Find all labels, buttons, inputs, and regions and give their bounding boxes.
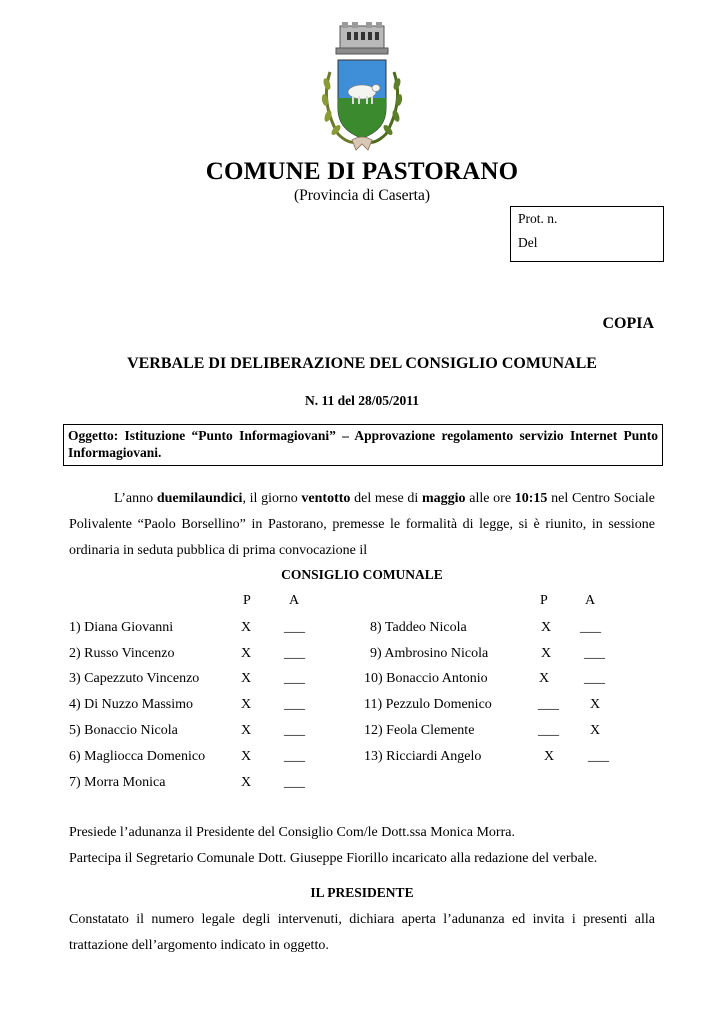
protocol-box bbox=[510, 206, 664, 262]
secretary-statement: Partecipa il Segretario Comunale Dott. Giuseppe Fiorillo incaricato alla redazione del verbale. bbox=[69, 851, 598, 866]
member-absent: X bbox=[590, 697, 601, 712]
intro-paragraph: L’anno duemilaundici, il giorno ventotto del mese di maggio alle ore 10:15 nel Centro Sociale Polivalente “Paolo Borsellino” in Pastorano, premesse le formalità di legge, si è riunito, in sessione ordinaria in seduta pubblica di prima convocazione il bbox=[69, 491, 655, 558]
member-name: 11) Pezzulo Domenico bbox=[364, 697, 492, 712]
member-name: 12) Feola Clemente bbox=[364, 723, 475, 738]
member-absent: ___ bbox=[584, 646, 605, 661]
member-present: ___ bbox=[538, 697, 559, 712]
absent-column-header: A bbox=[585, 593, 596, 608]
member-name: 6) Magliocca Domenico bbox=[69, 749, 206, 764]
member-present: X bbox=[541, 646, 552, 661]
member-absent: ___ bbox=[588, 749, 609, 764]
member-present: X bbox=[544, 749, 555, 764]
member-name: 10) Bonaccio Antonio bbox=[364, 671, 488, 686]
member-name: 13) Ricciardi Angelo bbox=[364, 749, 482, 764]
member-present: X bbox=[241, 775, 252, 790]
month-text: maggio bbox=[422, 491, 466, 506]
member-present: X bbox=[241, 723, 252, 738]
member-absent: ___ bbox=[284, 775, 305, 790]
deliberation-number: N. 11 del 28/05/2011 bbox=[304, 393, 419, 408]
member-name: 8) Taddeo Nicola bbox=[370, 620, 467, 635]
copy-label: COPIA bbox=[602, 315, 654, 332]
council-heading: CONSIGLIO COMUNALE bbox=[281, 567, 443, 582]
municipal-coat-of-arms-icon bbox=[318, 22, 406, 156]
time-text: 10:15 bbox=[514, 491, 548, 506]
member-name: 5) Bonaccio Nicola bbox=[69, 723, 178, 738]
president-heading: IL PRESIDENTE bbox=[310, 885, 414, 900]
member-present: ___ bbox=[538, 723, 559, 738]
protocol-date-label: Del bbox=[518, 235, 538, 250]
present-column-header: P bbox=[540, 593, 548, 608]
present-column-header: P bbox=[243, 593, 251, 608]
protocol-number-label: Prot. n. bbox=[518, 211, 558, 226]
member-absent: ___ bbox=[284, 697, 305, 712]
member-name: 2) Russo Vincenzo bbox=[69, 646, 175, 661]
document-title: VERBALE DI DELIBERAZIONE DEL CONSIGLIO COMUNALE bbox=[127, 355, 597, 372]
member-absent: ___ bbox=[284, 646, 305, 661]
absent-column-header: A bbox=[289, 593, 300, 608]
member-name: 3) Capezzuto Vincenzo bbox=[69, 671, 200, 686]
member-absent: ___ bbox=[284, 749, 305, 764]
member-name: 4) Di Nuzzo Massimo bbox=[69, 697, 194, 712]
member-absent: ___ bbox=[284, 620, 305, 635]
member-absent: ___ bbox=[284, 671, 305, 686]
member-absent: ___ bbox=[584, 671, 605, 686]
subject-box: Oggetto: Istituzione “Punto Informagiovani” – Approvazione regolamento servizio Internet Punto Informagiovani. bbox=[63, 424, 663, 466]
member-absent: ___ bbox=[284, 723, 305, 738]
member-absent: X bbox=[590, 723, 601, 738]
member-present: X bbox=[541, 620, 552, 635]
member-absent: ___ bbox=[580, 620, 601, 635]
member-present: X bbox=[539, 671, 550, 686]
province-subtitle: (Provincia di Caserta) bbox=[293, 187, 430, 204]
day-text: ventotto bbox=[301, 491, 351, 506]
member-name: 1) Diana Giovanni bbox=[69, 620, 174, 635]
municipality-title: COMUNE DI PASTORANO bbox=[205, 158, 519, 185]
closing-paragraph: Constatato il numero legale degli intervenuti, dichiara aperta l’adunanza ed invita i presenti alla trattazione dell’argomento indicato in oggetto. bbox=[69, 912, 655, 953]
member-name: 9) Ambrosino Nicola bbox=[370, 646, 489, 661]
presiding-statement: Presiede l’adunanza il Presidente del Consiglio Com/le Dott.ssa Monica Morra. bbox=[69, 825, 515, 840]
year-text: duemilaundici bbox=[156, 491, 243, 506]
member-present: X bbox=[241, 646, 252, 661]
member-name: 7) Morra Monica bbox=[69, 775, 166, 790]
member-present: X bbox=[241, 749, 252, 764]
member-present: X bbox=[241, 697, 252, 712]
member-present: X bbox=[241, 620, 252, 635]
member-present: X bbox=[241, 671, 252, 686]
